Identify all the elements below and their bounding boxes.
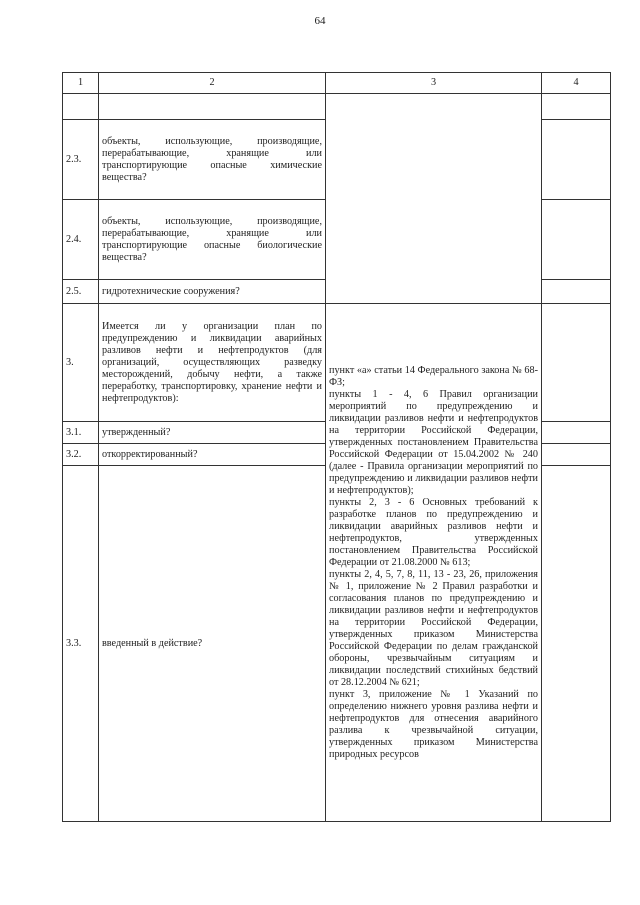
row-number: 2.4. [63, 200, 99, 280]
reference-line: пункты 2, 4, 5, 7, 8, 11, 13 - 23, 26, приложения № 1, приложение № 2 Правил разработки и согласования планов по предупреждению и ликвидации разливов нефти и нефтепродуктов на территории Российской Федерации, утвержденных приказом Министерства Российской Федерации по делам гражданской обороны, чрезвычайным ситуациям и ликвидации последствий стихийных бедствий от 28.12.2004 № 621; [329, 568, 538, 688]
row-answer-cell [542, 466, 611, 822]
reference-line: пункты 2, 3 - 6 Основных требований к разработке планов по предупреждению и ликвидации аварийных разливов нефти и нефтепродуктов, утвержденных постановлением Правительства Российской Федерации от 21.08.2000 № 613; [329, 496, 538, 568]
row-number: 2.3. [63, 120, 99, 200]
row-number: 3.2. [63, 444, 99, 466]
row-question: откорректированный? [99, 444, 326, 466]
table-row [63, 304, 611, 422]
row-number [63, 94, 99, 120]
row-number: 2.5. [63, 280, 99, 304]
table-header-row [63, 73, 611, 94]
header-col-1: 1 [63, 73, 99, 94]
row-answer-cell [542, 444, 611, 466]
row-number: 3.1. [63, 422, 99, 444]
legal-reference-cell [326, 304, 542, 822]
row-answer-cell [542, 422, 611, 444]
row-question [99, 94, 326, 120]
row-question: объекты, использующие, производящие, перерабатывающие, хранящие или транспортирующие опасные химические вещества? [99, 120, 326, 200]
header-col-2: 2 [99, 73, 326, 94]
row-answer-cell [542, 120, 611, 200]
row-answer-cell [542, 200, 611, 280]
header-col-3: 3 [326, 73, 542, 94]
page-number: 64 [314, 15, 326, 27]
row-number: 3. [63, 304, 99, 422]
reference-line: пункты 1 - 4, 6 Правил организации мероприятий по предупреждению и ликвидации разливов нефти и нефтепродуктов на территории Российской Федерации, утвержденных постановлением Правительства Российской Федерации от 15.04.2002 № 240 (далее - Правила организации мероприятий по предупреждению и ликвидации разливов нефти и нефтепродуктов); [329, 388, 538, 496]
reference-cell-empty [326, 94, 542, 304]
row-question: введенный в действие? [99, 466, 326, 822]
inspection-table [62, 72, 611, 822]
row-answer-cell [542, 304, 611, 422]
row-question: объекты, использующие, производящие, перерабатывающие, хранящие или транспортирующие опасные биологические вещества? [99, 200, 326, 280]
reference-line: пункт «а» статьи 14 Федерального закона № 68-ФЗ; [329, 364, 538, 388]
row-question: утвержденный? [99, 422, 326, 444]
row-question: Имеется ли у организации план по предупреждению и ликвидации аварийных разливов нефти и нефтепродуктов (для организаций, осуществляющих разведку месторождений, добычу нефти, а также переработку, транспортировку, хранение нефти и нефтепродуктов): [99, 304, 326, 422]
table-row [63, 94, 611, 120]
reference-line: пункт 3, приложение № 1 Указаний по определению нижнего уровня разлива нефти и нефтепродуктов для отнесения аварийного разлива к чрезвычайной ситуации, утвержденных приказом Министерства природных ресурсов [329, 688, 538, 760]
row-answer-cell [542, 94, 611, 120]
row-number: 3.3. [63, 466, 99, 822]
row-answer-cell [542, 280, 611, 304]
row-question: гидротехнические сооружения? [99, 280, 326, 304]
header-col-4: 4 [542, 73, 611, 94]
